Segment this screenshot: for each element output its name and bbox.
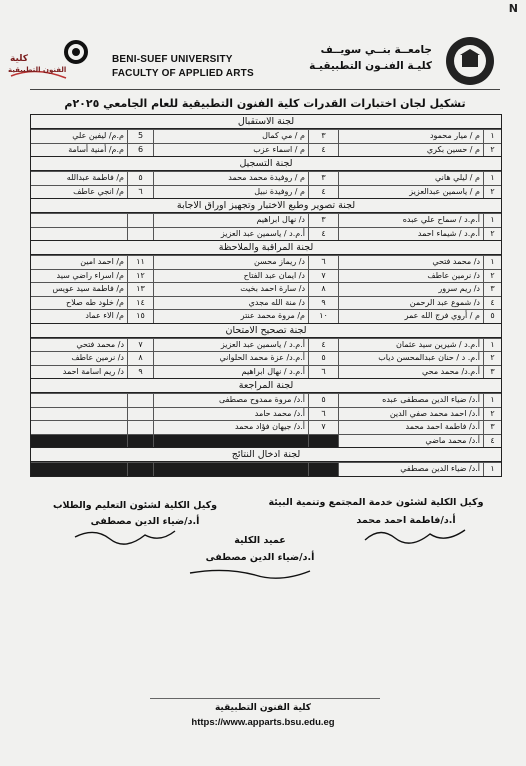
- member-name: د/ سارة احمد بخيت: [153, 283, 308, 296]
- row-number: [127, 463, 153, 476]
- member-name: د/ شموع عبد الرحمن: [338, 297, 483, 310]
- row-number: ٦: [127, 186, 153, 199]
- row-number: [127, 408, 153, 421]
- row-number: ١: [483, 172, 501, 185]
- row-number: [127, 214, 153, 227]
- table-row: [31, 282, 501, 296]
- member-name: م/ احمد امين: [80, 257, 124, 266]
- member-name: أ.م.د / شيرين سيد عثمان: [338, 339, 483, 352]
- member-name: م/ مروة محمد عنتر: [153, 310, 308, 323]
- table-row: [31, 255, 501, 269]
- header-divider: [30, 89, 500, 90]
- member-name: [31, 394, 127, 407]
- member-name: أ.م.د / سماح علي عبده: [338, 214, 483, 227]
- committee-heading: لجنة تصحيح الامتحان: [31, 324, 501, 338]
- row-number: ١: [483, 463, 501, 476]
- member-name: أ.د/ ضياء الدين مصطفي: [338, 463, 483, 476]
- row-number: ٥: [127, 172, 153, 185]
- row-number: ٣: [308, 130, 338, 143]
- member-name: م/ انجي عاطف: [73, 186, 124, 196]
- row-number: ١٤: [127, 297, 153, 310]
- member-name: [31, 228, 127, 241]
- table-row: [31, 227, 501, 241]
- table-row: [31, 129, 501, 143]
- member-name: م / ليلي هاني: [338, 172, 483, 185]
- footer-website-url: https://www.apparts.bsu.edu.eg: [191, 717, 335, 728]
- member-name: م / اسماء عزب: [153, 144, 308, 157]
- table-row: [31, 420, 501, 434]
- handwritten-signature-right: [360, 522, 470, 548]
- member-name: أ.د/ محمد حامد: [153, 408, 308, 421]
- member-name: أ.م. د / حنان عبدالمحسن دياب: [338, 352, 483, 365]
- row-number: ١٠: [308, 310, 338, 323]
- row-number: ١٢: [127, 270, 153, 283]
- table-row: [31, 171, 501, 185]
- member-name: د/ ايمان عبد الفتاح: [153, 270, 308, 283]
- row-number: ٤: [483, 435, 501, 448]
- row-number: ٤: [308, 144, 338, 157]
- member-name: م/ اسراء راضي سيد: [56, 270, 124, 280]
- row-number: [127, 435, 153, 448]
- table-row: [31, 338, 501, 352]
- row-number: ١٥: [127, 310, 153, 323]
- row-number: 6: [127, 144, 153, 157]
- row-number: [127, 228, 153, 241]
- row-number: ٢: [483, 144, 501, 157]
- row-number: ٢: [483, 186, 501, 199]
- member-name: أ.م.د/ محمد محي: [338, 366, 483, 379]
- member-name: م/ الاء عماد: [85, 311, 124, 320]
- committee-section: [31, 447, 501, 476]
- row-number: ٤: [308, 339, 338, 352]
- row-number: ٨: [127, 352, 153, 365]
- committee-heading: لجنة المراجعة: [31, 379, 501, 393]
- row-number: ٣: [483, 283, 501, 296]
- university-name-ar: جامعــة بنــي سويــف: [320, 44, 432, 56]
- committee-section: [31, 115, 501, 156]
- signature-name-left: أ.د/ضياء الدين مصطفى: [90, 516, 200, 527]
- row-number: 5: [127, 130, 153, 143]
- row-number: ٤: [308, 186, 338, 199]
- table-row: [31, 213, 501, 227]
- faculty-name-ar: كليـة الفنـون التطبيقيـة: [309, 60, 432, 72]
- member-name: م / حسين بكري: [338, 144, 483, 157]
- logo-text-2: الفنون التطبيقية: [8, 66, 67, 74]
- row-number: ٦: [308, 256, 338, 269]
- row-number: ٧: [127, 339, 153, 352]
- handwritten-signature-dean: [185, 565, 315, 587]
- row-number: ٥: [308, 352, 338, 365]
- row-number: [127, 394, 153, 407]
- committee-section: [31, 323, 501, 379]
- committee-section: [31, 156, 501, 198]
- row-number: ١١: [127, 256, 153, 269]
- member-name: أ.م.د / ياسمين عبد العزيز: [153, 339, 308, 352]
- member-name: [31, 421, 127, 434]
- member-name: د/ نرمين عاطف: [338, 270, 483, 283]
- row-number: ٨: [308, 283, 338, 296]
- table-row: [31, 185, 501, 199]
- member-name: أ.د/ احمد محمد صفي الدين: [338, 408, 483, 421]
- row-number: ١: [483, 339, 501, 352]
- row-number: [308, 463, 338, 476]
- row-number: ١: [483, 214, 501, 227]
- row-number: ٤: [308, 228, 338, 241]
- row-number: ٩: [308, 297, 338, 310]
- faculty-logo: [6, 36, 98, 86]
- member-name: د/ محمد فتحي: [338, 256, 483, 269]
- row-number: ٤: [483, 297, 501, 310]
- member-name: د/ نرمين عاطف: [71, 353, 124, 362]
- member-name: د/ ريم سرور: [338, 283, 483, 296]
- committee-section: [31, 378, 501, 447]
- member-name: م / ميار محمود: [338, 130, 483, 143]
- row-number: ٧: [308, 421, 338, 434]
- member-name: أ.م.د / ياسمين عبد العزيز: [153, 228, 308, 241]
- row-number: ١: [483, 256, 501, 269]
- row-number: ١: [483, 394, 501, 407]
- dean-name: أ.د/ضياء الدين مصطفى: [205, 552, 315, 563]
- row-number: ٢: [483, 228, 501, 241]
- row-number: ٦: [308, 408, 338, 421]
- table-row: [31, 296, 501, 310]
- member-name: أ.م.د / شيماء احمد: [338, 228, 483, 241]
- member-name: د/ ريماز محسن: [153, 256, 308, 269]
- row-number: ٣: [483, 366, 501, 379]
- table-row: [31, 462, 501, 476]
- member-name: أ.م.د / نهال ابراهيم: [153, 366, 308, 379]
- member-name: م.م/ أمنية أسامة: [68, 144, 124, 154]
- row-number: ١٣: [127, 283, 153, 296]
- table-row: [31, 143, 501, 157]
- table-row: [31, 393, 501, 407]
- header-arabic: [309, 42, 432, 74]
- member-name: م / روفيدة محمد محمد: [153, 172, 308, 185]
- member-name: [31, 463, 127, 476]
- row-number: ٩: [127, 366, 153, 379]
- member-name: د/ ريم اسامة احمد: [62, 366, 124, 376]
- member-name: م / روفيدة نبيل: [153, 186, 308, 199]
- row-number: ٢: [483, 270, 501, 283]
- row-number: ٢: [483, 408, 501, 421]
- row-number: [127, 421, 153, 434]
- document-title: تشكيل لجان اختبارات القدرات كلية الفنون التطبيقية للعام الجامعي ٢٠٢٥م: [64, 97, 466, 110]
- row-number: ٧: [308, 270, 338, 283]
- university-seal: [444, 35, 496, 87]
- committee-heading: لجنة التسجيل: [31, 157, 501, 171]
- member-name: [31, 214, 127, 227]
- member-name: [31, 408, 127, 421]
- corner-mark: N: [508, 2, 518, 15]
- table-row: [31, 434, 501, 448]
- member-name: أ.د/ فاطمة احمد محمد: [338, 421, 483, 434]
- member-name: [153, 435, 308, 448]
- member-name: م / مي كمال: [153, 130, 308, 143]
- row-number: ٣: [483, 421, 501, 434]
- footer-divider: [150, 698, 380, 699]
- committee-section: [31, 198, 501, 240]
- member-name: [31, 435, 127, 448]
- member-name: أ.د/ ضياء الدين مصطفى عبده: [338, 394, 483, 407]
- member-name: م.م/ ليفين علي: [72, 131, 124, 140]
- table-row: [31, 365, 501, 379]
- signature-block-right: [256, 497, 496, 508]
- member-name: أ.د/ جيهان فؤاد محمد: [153, 421, 308, 434]
- row-number: ٣: [308, 214, 338, 227]
- committee-heading: لجنة الاستقبال: [31, 115, 501, 129]
- member-name: أ.د/ مروة ممدوح مصطفى: [153, 394, 308, 407]
- member-name: م / أروي فرج الله عمر: [338, 310, 483, 323]
- table-row: [31, 309, 501, 323]
- logo-text-1: كلية: [10, 54, 29, 64]
- signature-title-right: وكيل الكلية لشئون خدمة المجتمع وتنمية البيئة: [268, 497, 484, 508]
- committee-heading: لجنة تصوير وطبع الاختبار وتجهيز اوراق الاجابة: [31, 199, 501, 213]
- footer-faculty-name: كلية الفنون التطبيقية: [214, 703, 312, 713]
- member-name: أ.د/ محمد ماضي: [338, 435, 483, 448]
- member-name: د/ نهال ابراهيم: [153, 214, 308, 227]
- table-row: [31, 351, 501, 365]
- row-number: ٢: [483, 352, 501, 365]
- signature-title-left: وكيل الكلية لشئون التعليم والطلاب: [52, 500, 218, 511]
- table-row: [31, 407, 501, 421]
- header-english: [112, 53, 254, 81]
- row-number: [308, 435, 338, 448]
- committee-heading: لجنة المراقبة والملاحظة: [31, 241, 501, 255]
- committee-heading: لجنة ادخال النتائج: [31, 448, 501, 462]
- member-name: د/ محمد فتحي: [76, 339, 124, 349]
- member-name: م/ خلود طه صلاح: [66, 297, 124, 307]
- member-name: م/ فاطمة سيد عويس: [52, 284, 124, 293]
- member-name: م/ فاطمة عبدالله: [66, 173, 124, 182]
- member-name: د/ منة الله مجدي: [153, 297, 308, 310]
- row-number: ٦: [308, 366, 338, 379]
- member-name: م / ياسمين عبدالعزيز: [338, 186, 483, 199]
- row-number: ٣: [308, 172, 338, 185]
- row-number: ٥: [483, 310, 501, 323]
- faculty-name-en: FACULTY OF APPLIED ARTS: [112, 68, 254, 79]
- university-name-en: BENI-SUEF UNIVERSITY: [112, 54, 233, 65]
- committees-table: [30, 114, 502, 477]
- row-number: ١: [483, 130, 501, 143]
- table-row: [31, 269, 501, 283]
- row-number: ٥: [308, 394, 338, 407]
- signature-name-right: أ.د/فاطمة احمد محمد: [356, 515, 456, 526]
- handwritten-signature-left: [70, 525, 180, 547]
- dean-title: عميد الكلية: [234, 535, 286, 546]
- committee-section: [31, 240, 501, 323]
- member-name: أ.م.د/ عزة محمد الحلواني: [153, 352, 308, 365]
- member-name: [153, 463, 308, 476]
